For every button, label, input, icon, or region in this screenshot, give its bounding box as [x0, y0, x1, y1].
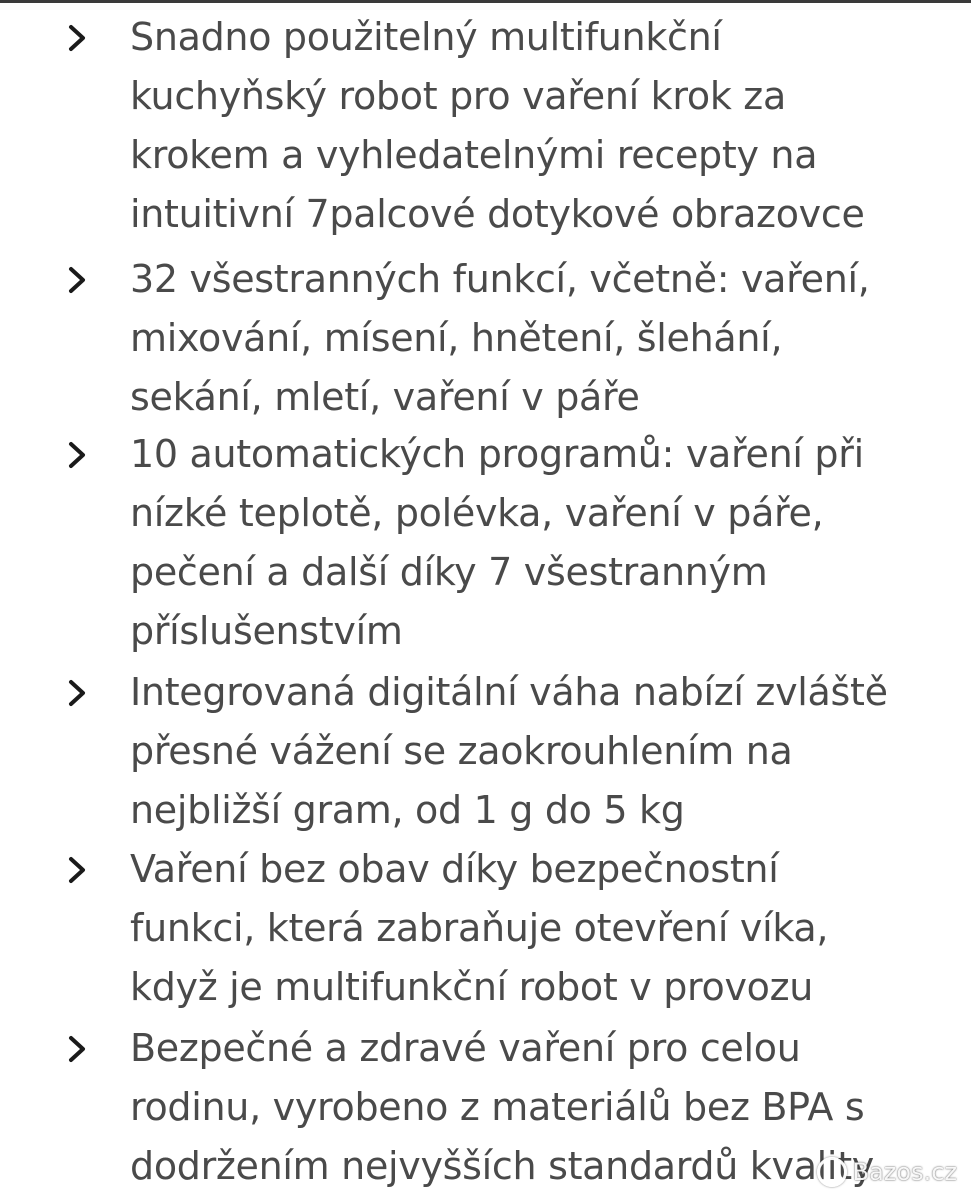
feature-text [130, 8, 960, 244]
text-line: přesné vážení se zaokrouhlením na [130, 729, 793, 773]
text-line: rodinu, vyrobeno z materiálů bez BPA s [130, 1085, 865, 1129]
text-line: funkci, která zabraňuje otevření víka, [130, 906, 829, 950]
text-line: Snadno použitelný multifunkční [130, 15, 722, 59]
chevron-right-icon [62, 678, 92, 708]
text-line: příslušenstvím [130, 609, 403, 653]
text-line: mixování, mísení, hnětení, šlehání, [130, 316, 783, 360]
text-line: dodržením nejvyšších standardů kvality [130, 1144, 874, 1188]
text-line: 10 automatických programů: vaření při [130, 432, 864, 476]
top-divider [0, 0, 971, 3]
text-line: Integrovaná digitální váha nabízí zvláště [130, 670, 888, 714]
chevron-right-icon [62, 23, 92, 53]
text-line: nízké teplotě, polévka, vaření v páře, [130, 491, 824, 535]
feature-text [130, 840, 960, 1017]
watermark-text: Bazos.cz [852, 1158, 957, 1186]
text-line: když je multifunkční robot v provozu [130, 965, 814, 1009]
text-line: sekání, mletí, vaření v páře [130, 375, 640, 419]
feature-text [130, 663, 960, 840]
chevron-right-icon [62, 855, 92, 885]
text-line: kuchyňský robot pro vaření krok za [130, 74, 786, 118]
chevron-right-icon [62, 1034, 92, 1064]
feature-text [130, 250, 960, 427]
text-line: Vaření bez obav díky bezpečnostní [130, 847, 779, 891]
text-line: nejbližší gram, od 1 g do 5 kg [130, 788, 685, 832]
text-line: Bezpečné a zdravé vaření pro celou [130, 1026, 801, 1070]
chevron-right-icon [62, 440, 92, 470]
text-line: intuitivní 7palcové dotykové obrazovce [130, 192, 865, 236]
text-line: krokem a vyhledatelnými recepty na [130, 133, 818, 177]
chevron-right-icon [62, 265, 92, 295]
text-line: 32 všestranných funkcí, včetně: vaření, [130, 257, 870, 301]
watermark-logo-icon [817, 1157, 847, 1187]
feature-text [130, 425, 960, 661]
watermark [817, 1152, 957, 1192]
text-line: pečení a další díky 7 všestranným [130, 550, 768, 594]
